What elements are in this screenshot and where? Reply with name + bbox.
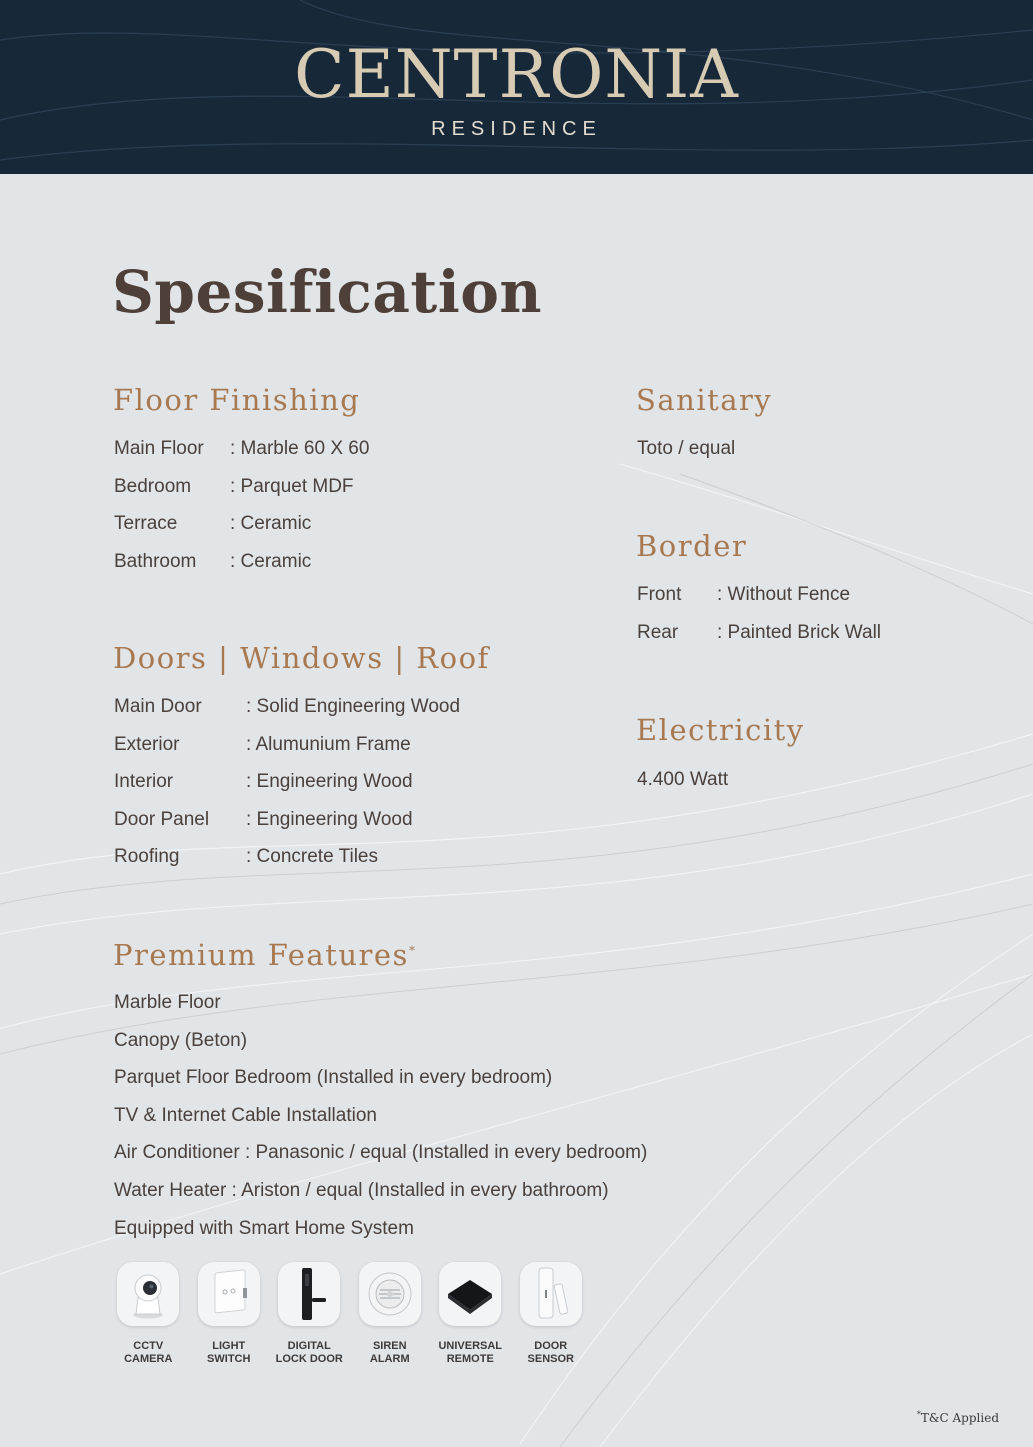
- border-heading: Border: [636, 529, 748, 563]
- spec-value: : Marble 60 X 60: [230, 438, 370, 459]
- spec-value: : Engineering Wood: [246, 771, 413, 793]
- device-caption: UNIVERSAL REMOTE: [438, 1340, 503, 1365]
- spec-label: Interior: [114, 771, 174, 793]
- spec-label: Roofing: [114, 846, 180, 868]
- sanitary-value: Toto / equal: [637, 438, 736, 459]
- spec-label: Bedroom: [114, 475, 192, 497]
- device-caption: SIREN ALARM: [369, 1340, 410, 1365]
- spec-row: [114, 846, 554, 884]
- universal-remote-icon: [439, 1262, 501, 1326]
- footnote-mark: *: [916, 1410, 921, 1419]
- doors-windows-roof-heading: Doors | Windows | Roof: [113, 641, 490, 675]
- spec-row: [114, 696, 554, 734]
- spec-label: Front: [637, 584, 682, 605]
- spec-row: [114, 771, 554, 809]
- spec-label: Terrace: [114, 513, 178, 535]
- spec-row: [114, 809, 554, 847]
- device-universal-remote: [430, 1262, 511, 1365]
- device-caption: CCTV CAMERA: [124, 1340, 173, 1365]
- electricity-heading: Electricity: [636, 713, 805, 747]
- device-digital-lock: [269, 1262, 350, 1365]
- spec-value: : Concrete Tiles: [246, 846, 378, 868]
- feature-item: Air Conditioner : Panasonic / equal (Installed in every bedroom): [114, 1142, 648, 1164]
- spec-label: Main Door: [114, 696, 202, 717]
- spec-value: : Ceramic: [230, 513, 312, 535]
- brand-logo-subtitle: RESIDENCE: [431, 118, 602, 140]
- spec-row: [114, 734, 554, 772]
- spec-label: Main Floor: [114, 438, 204, 459]
- feature-item: Parquet Floor Bedroom (Installed in every bedroom): [114, 1067, 553, 1089]
- door-sensor-icon: [520, 1262, 582, 1326]
- device-cctv-camera: [108, 1262, 189, 1365]
- floor-finishing-heading: Floor Finishing: [113, 383, 361, 417]
- feature-item: Water Heater : Ariston / equal (Installed in every bathroom): [114, 1179, 609, 1201]
- doors-windows-roof-list: [114, 696, 554, 884]
- terms-footnote: [917, 1410, 999, 1425]
- floor-finishing-list: [114, 438, 534, 588]
- footnote-text: T&C Applied: [920, 1411, 999, 1425]
- page-title: Spesification: [112, 258, 543, 326]
- spec-label: Door Panel: [114, 808, 210, 830]
- electricity-value: 4.400 Watt: [637, 769, 729, 790]
- spec-value: : Parquet MDF: [230, 475, 354, 497]
- device-caption: DOOR SENSOR: [527, 1340, 574, 1365]
- spec-row: [637, 584, 997, 622]
- feature-item: Canopy (Beton): [114, 1029, 248, 1051]
- spec-row: [114, 476, 534, 514]
- spec-value: : Solid Engineering Wood: [246, 696, 461, 717]
- spec-value: : Alumunium Frame: [246, 733, 411, 755]
- feature-item: TV & Internet Cable Installation: [114, 1104, 377, 1126]
- header-banner: [0, 0, 1033, 174]
- feature-item: Equipped with Smart Home System: [114, 1217, 414, 1239]
- digital-lock-icon: [278, 1262, 340, 1326]
- light-switch-icon: [198, 1262, 260, 1326]
- device-siren-alarm: [350, 1262, 431, 1365]
- spec-label: Rear: [637, 621, 679, 643]
- spec-label: Exterior: [114, 733, 180, 755]
- brand-logo-name: CENTRONIA: [294, 36, 739, 113]
- spec-row: [114, 438, 534, 476]
- spec-row: [114, 513, 534, 551]
- spec-value: : Ceramic: [230, 550, 312, 572]
- device-light-switch: [189, 1262, 270, 1365]
- spec-row: [114, 551, 534, 589]
- spec-value: : Engineering Wood: [246, 808, 413, 830]
- premium-features-list: [114, 992, 647, 1255]
- premium-features-title: Premium Features: [113, 938, 409, 972]
- sanitary-heading: Sanitary: [636, 383, 773, 417]
- spec-value: : Without Fence: [717, 584, 851, 605]
- spec-row: [637, 622, 997, 660]
- spec-value: : Painted Brick Wall: [717, 621, 882, 643]
- cctv-camera-icon: [117, 1262, 179, 1326]
- device-caption: DIGITAL LOCK DOOR: [275, 1340, 343, 1365]
- device-door-sensor: [511, 1262, 592, 1365]
- feature-item: Marble Floor: [114, 992, 221, 1013]
- smart-home-devices: [108, 1262, 591, 1365]
- siren-alarm-icon: [359, 1262, 421, 1326]
- asterisk-mark: *: [408, 943, 417, 958]
- premium-features-heading: [113, 938, 416, 972]
- spec-label: Bathroom: [114, 550, 197, 572]
- border-list: [637, 584, 997, 659]
- device-caption: LIGHT SWITCH: [207, 1340, 251, 1365]
